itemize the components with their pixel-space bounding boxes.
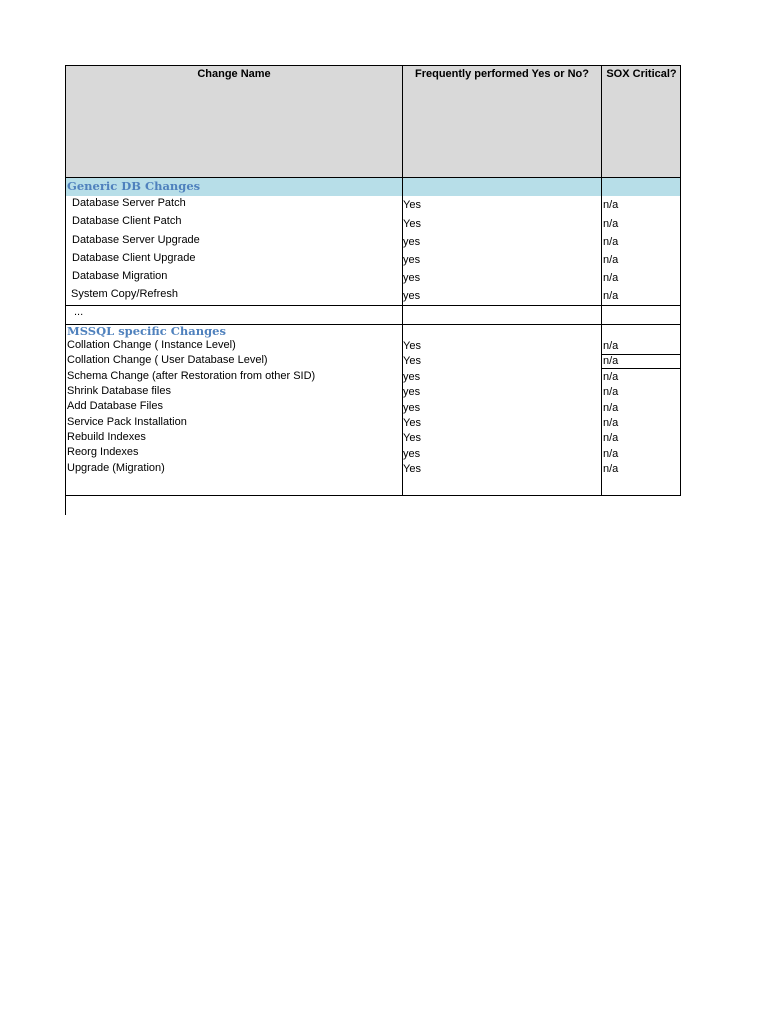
row-sox: n/a xyxy=(603,340,619,352)
row-frequent: Yes xyxy=(403,340,421,352)
row-sox: n/a xyxy=(603,236,619,248)
row-sox: n/a xyxy=(603,432,619,444)
header-frequently-performed: Frequently performed Yes or No? xyxy=(414,68,589,80)
header-row-background xyxy=(66,66,680,178)
row-name: Schema Change (after Restoration from other SID) xyxy=(67,370,316,382)
row-name: Database Client Upgrade xyxy=(72,252,196,264)
row-sox: n/a xyxy=(603,272,619,284)
row-frequent: yes xyxy=(403,448,421,460)
row-sox: n/a xyxy=(603,386,619,398)
column-divider xyxy=(601,66,602,495)
section-title-mssql: MSSQL specific Changes xyxy=(67,324,226,338)
row-sox: n/a xyxy=(603,199,619,211)
row-frequent: yes xyxy=(403,386,421,398)
row-sox: n/a xyxy=(603,355,619,367)
row-sox: n/a xyxy=(603,402,619,414)
row-frequent: yes xyxy=(403,236,421,248)
row-divider xyxy=(66,177,680,178)
row-name: Database Client Patch xyxy=(72,215,182,227)
row-frequent: Yes xyxy=(403,199,421,211)
row-name: Database Migration xyxy=(72,270,168,282)
header-sox-critical: SOX Critical? xyxy=(606,68,677,80)
row-sox: n/a xyxy=(603,448,619,460)
row-frequent: Yes xyxy=(403,218,421,230)
row-name: Collation Change ( User Database Level) xyxy=(67,354,268,366)
header-change-name: Change Name xyxy=(197,68,271,80)
row-frequent: yes xyxy=(403,272,421,284)
sheet-edge-line xyxy=(65,495,66,515)
row-sox: n/a xyxy=(603,463,619,475)
row-name: Upgrade (Migration) xyxy=(67,462,165,474)
row-name: Collation Change ( Instance Level) xyxy=(67,339,236,351)
row-frequent: yes xyxy=(403,371,421,383)
row-name: Service Pack Installation xyxy=(67,416,187,428)
row-name: System Copy/Refresh xyxy=(71,288,178,300)
row-frequent: yes xyxy=(403,290,421,302)
row-sox: n/a xyxy=(603,254,619,266)
row-frequent: Yes xyxy=(403,432,421,444)
row-sox: n/a xyxy=(603,218,619,230)
row-frequent: Yes xyxy=(403,463,421,475)
row-frequent: yes xyxy=(403,402,421,414)
section-title-generic: Generic DB Changes xyxy=(67,179,201,193)
row-sox: n/a xyxy=(603,290,619,302)
row-name: Database Server Upgrade xyxy=(72,234,200,246)
row-sox: n/a xyxy=(603,371,619,383)
row-divider xyxy=(66,305,680,306)
row-frequent: yes xyxy=(403,254,421,266)
row-name: Reorg Indexes xyxy=(67,446,139,458)
change-table xyxy=(65,65,681,496)
row-frequent: Yes xyxy=(403,417,421,429)
row-frequent: Yes xyxy=(403,355,421,367)
row-name: Rebuild Indexes xyxy=(67,431,146,443)
row-sox: n/a xyxy=(603,417,619,429)
row-name: Shrink Database files xyxy=(67,385,171,397)
row-name: Database Server Patch xyxy=(72,197,186,209)
row-name: Add Database Files xyxy=(67,400,163,412)
continuation-ellipsis: ... xyxy=(74,306,84,318)
